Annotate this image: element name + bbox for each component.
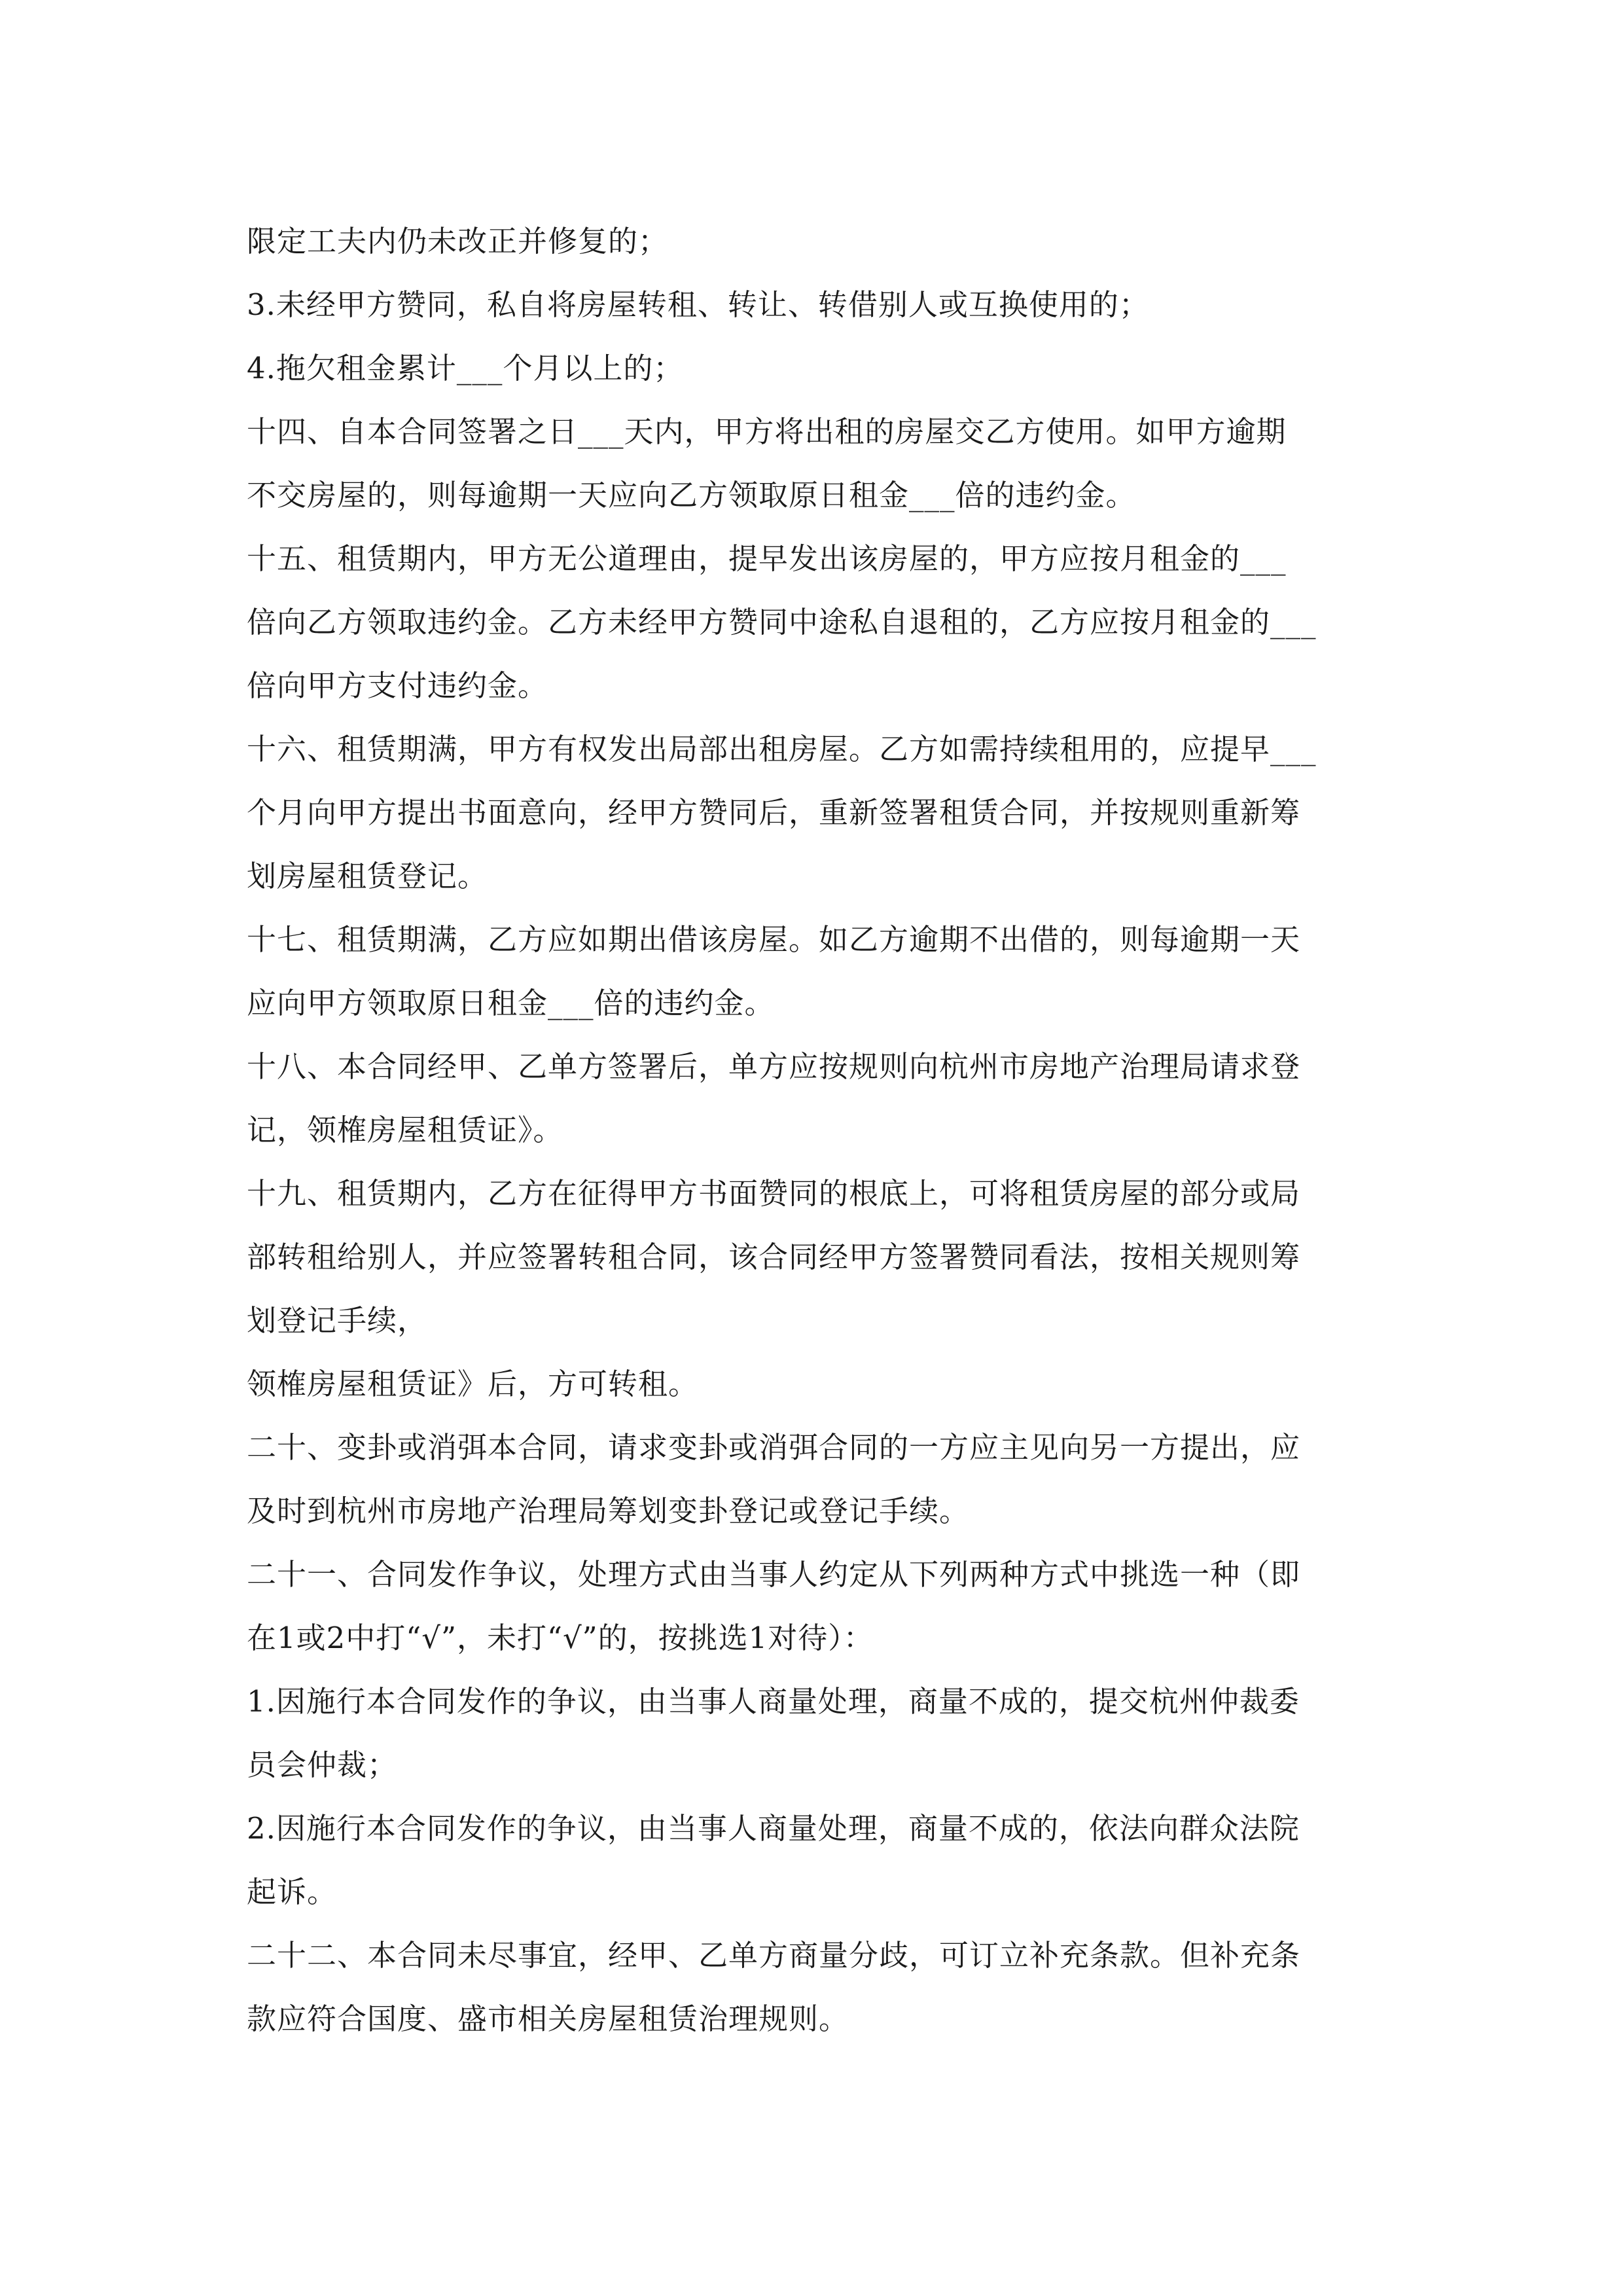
text-line: 1.因施行本合同发作的争议，由当事人商量处理，商量不成的，提交杭州仲裁委: [247, 1684, 1300, 1719]
text-line: 十八、本合同经甲、乙单方签署后，单方应按规则向杭州市房地产治理局请求登: [247, 1049, 1301, 1084]
text-line: 十五、租赁期内，甲方无公道理由，提早发出该房屋的，甲方应按月租金的___: [247, 541, 1287, 576]
text-line: 十六、租赁期满，甲方有权发出局部出租房屋。乙方如需持续租用的，应提早___: [247, 732, 1317, 766]
text-line: 部转租给别人，并应签署转租合同，该合同经甲方签署赞同看法，按相关规则筹: [247, 1240, 1301, 1274]
text-line: 倍向甲方支付违约金。: [247, 668, 548, 703]
text-line: 领榷房屋租赁证》后，方可转租。: [247, 1367, 699, 1401]
text-line: 个月向甲方提出书面意向，经甲方赞同后，重新签署租赁合同，并按规则重新筹: [247, 795, 1301, 830]
text-line: 在1或2中打“√”，未打“√”的，按挑选1对待）：: [247, 1621, 874, 1655]
text-line: 不交房屋的，则每逾期一天应向乙方领取原日租金___倍的违约金。: [247, 478, 1136, 512]
document-page: [247, 209, 1379, 2051]
text-line: 二十二、本合同未尽事宜，经甲、乙单方商量分歧，可订立补充条款。但补充条: [247, 1938, 1301, 1973]
text-line: 限定工夫内仍未改正并修复的；: [247, 224, 669, 259]
text-line: 应向甲方领取原日租金___倍的违约金。: [247, 986, 775, 1020]
text-line: 3.未经甲方赞同，私自将房屋转租、转让、转借别人或互换使用的；: [247, 287, 1149, 322]
text-line: 记，领榷房屋租赁证》。: [247, 1113, 563, 1147]
text-line: 划登记手续，: [247, 1303, 428, 1338]
text-line: 二十一、合同发作争议，处理方式由当事人约定从下列两种方式中挑选一种（即: [247, 1557, 1301, 1592]
text-line: 起诉。: [247, 1874, 338, 1909]
text-line: 及时到杭州市房地产治理局筹划变卦登记或登记手续。: [247, 1494, 970, 1528]
text-line: 4.拖欠租金累计___个月以上的；: [247, 351, 684, 386]
text-line: 十七、租赁期满，乙方应如期出借该房屋。如乙方逾期不出借的，则每逾期一天: [247, 922, 1301, 957]
text-line: 十四、自本合同签署之日___天内，甲方将出租的房屋交乙方使用。如甲方逾期: [247, 414, 1287, 449]
text-line: 员会仲裁；: [247, 1748, 398, 1782]
text-line: 划房屋租赁登记。: [247, 859, 488, 893]
text-line: 倍向乙方领取违约金。乙方未经甲方赞同中途私自退租的，乙方应按月租金的___: [247, 605, 1317, 639]
text-line: 2.因施行本合同发作的争议，由当事人商量处理，商量不成的，依法向群众法院: [247, 1811, 1300, 1846]
text-line: 二十、变卦或消弭本合同，请求变卦或消弭合同的一方应主见向另一方提出，应: [247, 1430, 1301, 1465]
text-line: 十九、租赁期内，乙方在征得甲方书面赞同的根底上，可将租赁房屋的部分或局: [247, 1176, 1301, 1211]
text-line: 款应符合国度、盛市相关房屋租赁治理规则。: [247, 2001, 849, 2036]
